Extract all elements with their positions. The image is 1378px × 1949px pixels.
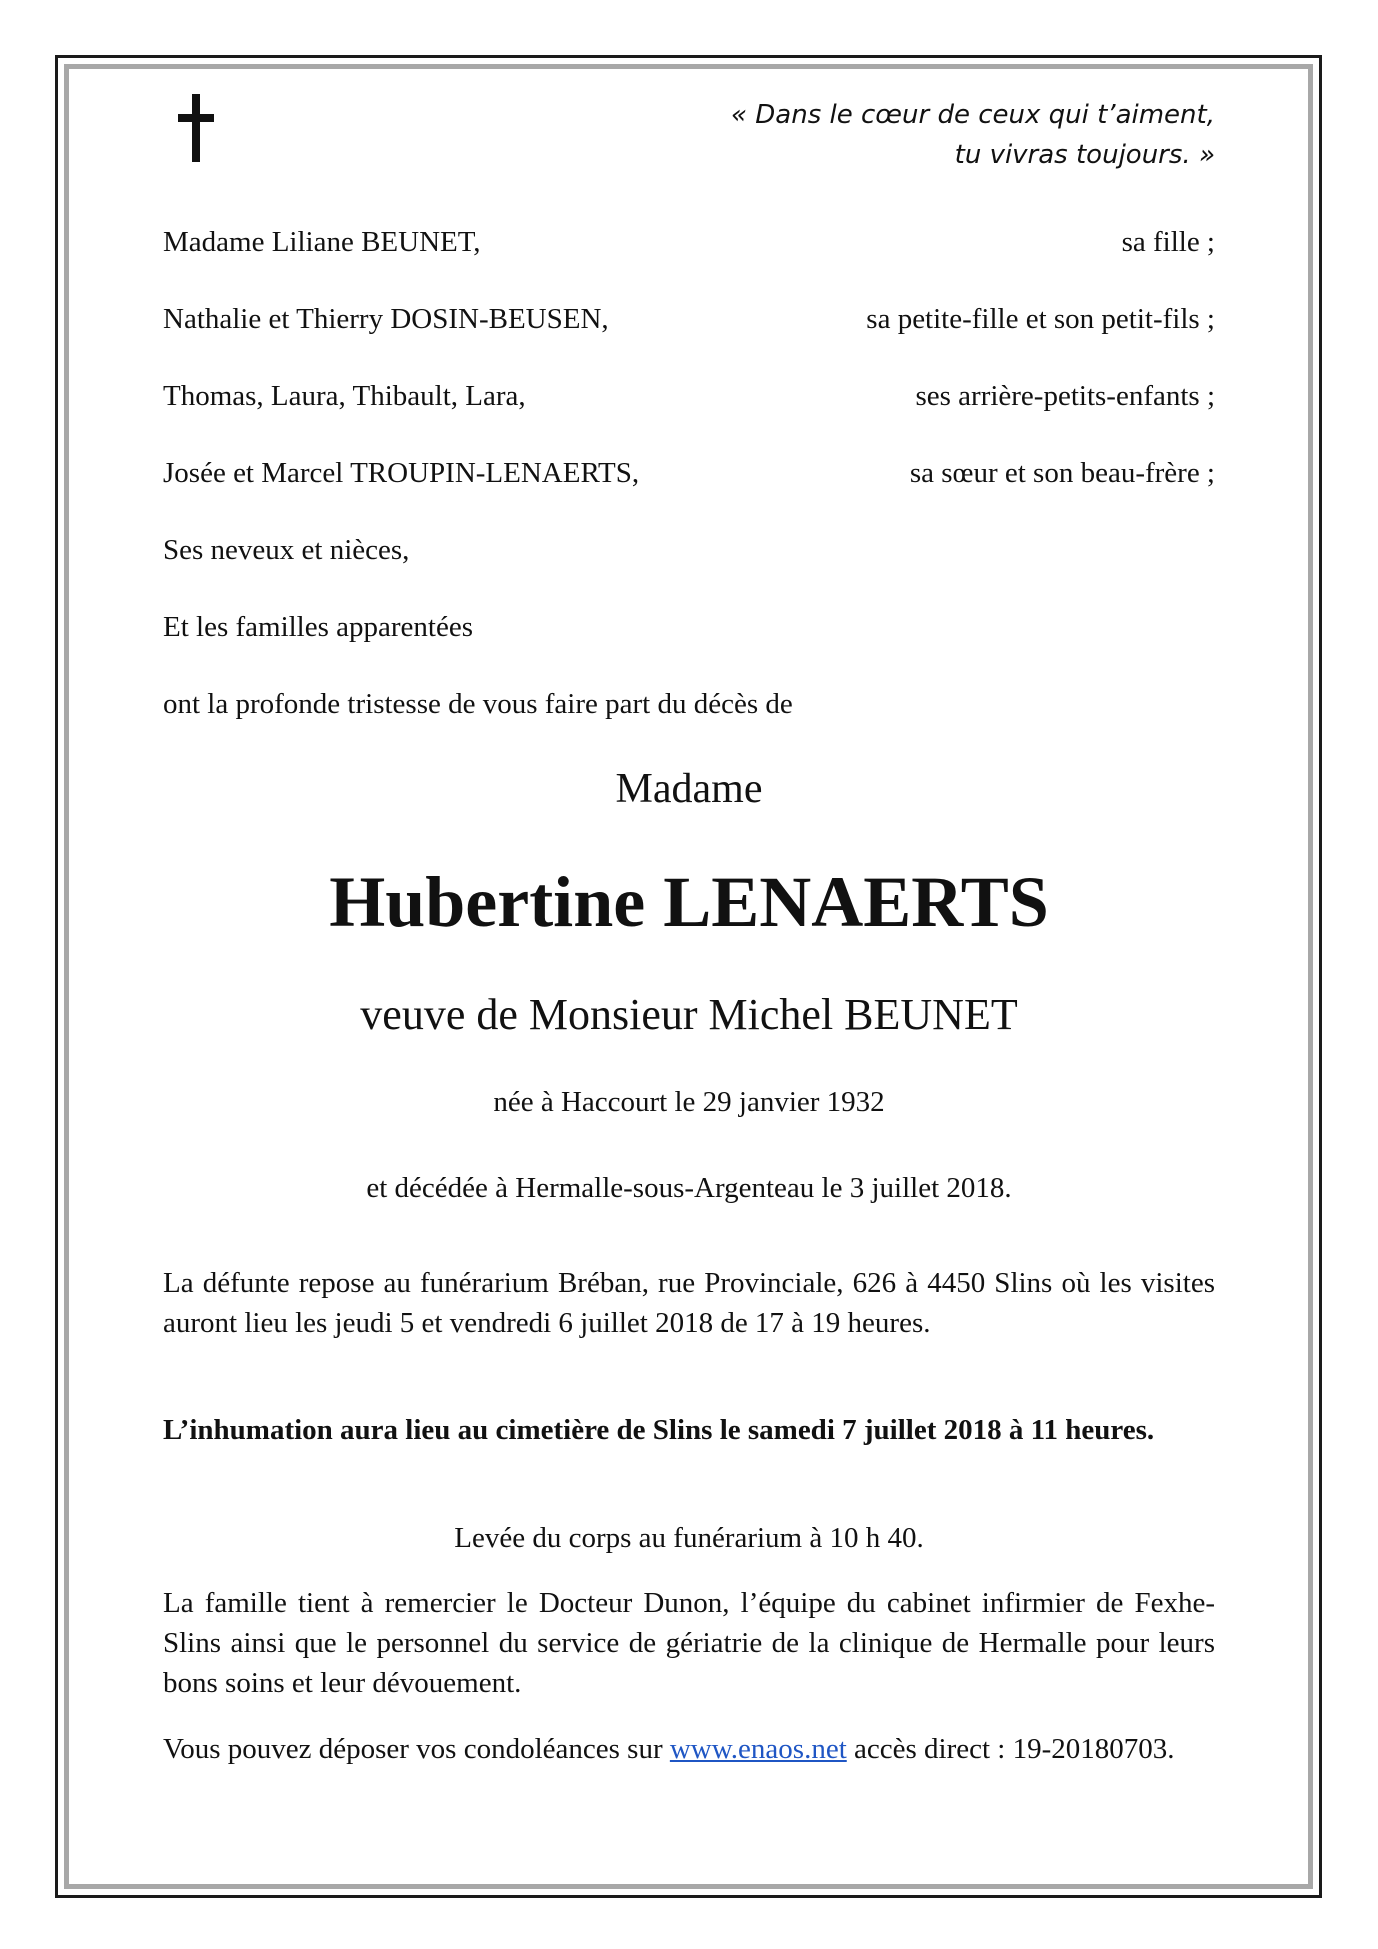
family-member-name: Nathalie et Thierry DOSIN-BEUSEN,: [163, 303, 609, 335]
announcement-line: ont la profonde tristesse de vous faire part du décès de: [163, 688, 793, 720]
epigraph-quote: [731, 95, 1215, 175]
family-row: [163, 222, 1215, 262]
family-member-name: Thomas, Laura, Thibault, Lara,: [163, 380, 526, 412]
family-member-relation: sa fille ;: [1121, 226, 1215, 258]
quote-line-1: « Dans le cœur de ceux qui t’aiment,: [730, 100, 1215, 130]
quote-line-2: tu vivras toujours. »: [954, 140, 1215, 170]
deceased-title: Madame: [615, 766, 763, 812]
condolences-paragraph: [163, 1729, 1215, 1769]
deceased-name: Hubertine LENAERTS: [329, 862, 1049, 942]
family-member-relation: ses arrière-petits-enfants ;: [915, 380, 1215, 412]
family-member-relation: sa petite-fille et son petit-fils ;: [866, 303, 1215, 335]
family-member-relation: sa sœur et son beau-frère ;: [909, 457, 1215, 489]
repose-paragraph: La défunte repose au funérarium Bréban, rue Provinciale, 626 à 4450 Slins où les visites auront lieu les jeudi 5 et vendredi 6 juillet 2018 de 17 à 19 heures.: [163, 1267, 1215, 1339]
condolences-text-before: Vous pouvez déposer vos condoléances sur: [163, 1733, 670, 1765]
thanks-paragraph: La famille tient à remercier le Docteur Dunon, l’équipe du cabinet infirmier de Fexhe-Slins ainsi que le personnel du service de gériatrie de la clinique de Hermalle pour leurs bons soins et leur dévouement.: [163, 1587, 1215, 1699]
levee-line: Levée du corps au funérarium à 10 h 40.: [454, 1522, 924, 1554]
death-line: et décédée à Hermalle-sous-Argenteau le 3 juillet 2018.: [366, 1172, 1012, 1204]
family-row: [163, 376, 1215, 416]
families-line: Et les familles apparentées: [163, 611, 474, 643]
family-member-name: Madame Liliane BEUNET,: [163, 226, 481, 258]
condolences-link[interactable]: www.enaos.net: [669, 1733, 847, 1765]
family-row: [163, 299, 1215, 339]
cross-icon: [178, 94, 214, 162]
widow-of-line: veuve de Monsieur Michel BEUNET: [360, 990, 1018, 1039]
family-member-name: Josée et Marcel TROUPIN-LENAERTS,: [163, 457, 640, 489]
birth-line: née à Haccourt le 29 janvier 1932: [493, 1086, 885, 1118]
family-row: [163, 453, 1215, 493]
burial-paragraph: L’inhumation aura lieu au cimetière de Slins le samedi 7 juillet 2018 à 11 heures.: [163, 1414, 1155, 1446]
condolences-text-after: accès direct : 19-20180703.: [846, 1733, 1175, 1765]
nephews-line: Ses neveux et nièces,: [163, 534, 410, 566]
